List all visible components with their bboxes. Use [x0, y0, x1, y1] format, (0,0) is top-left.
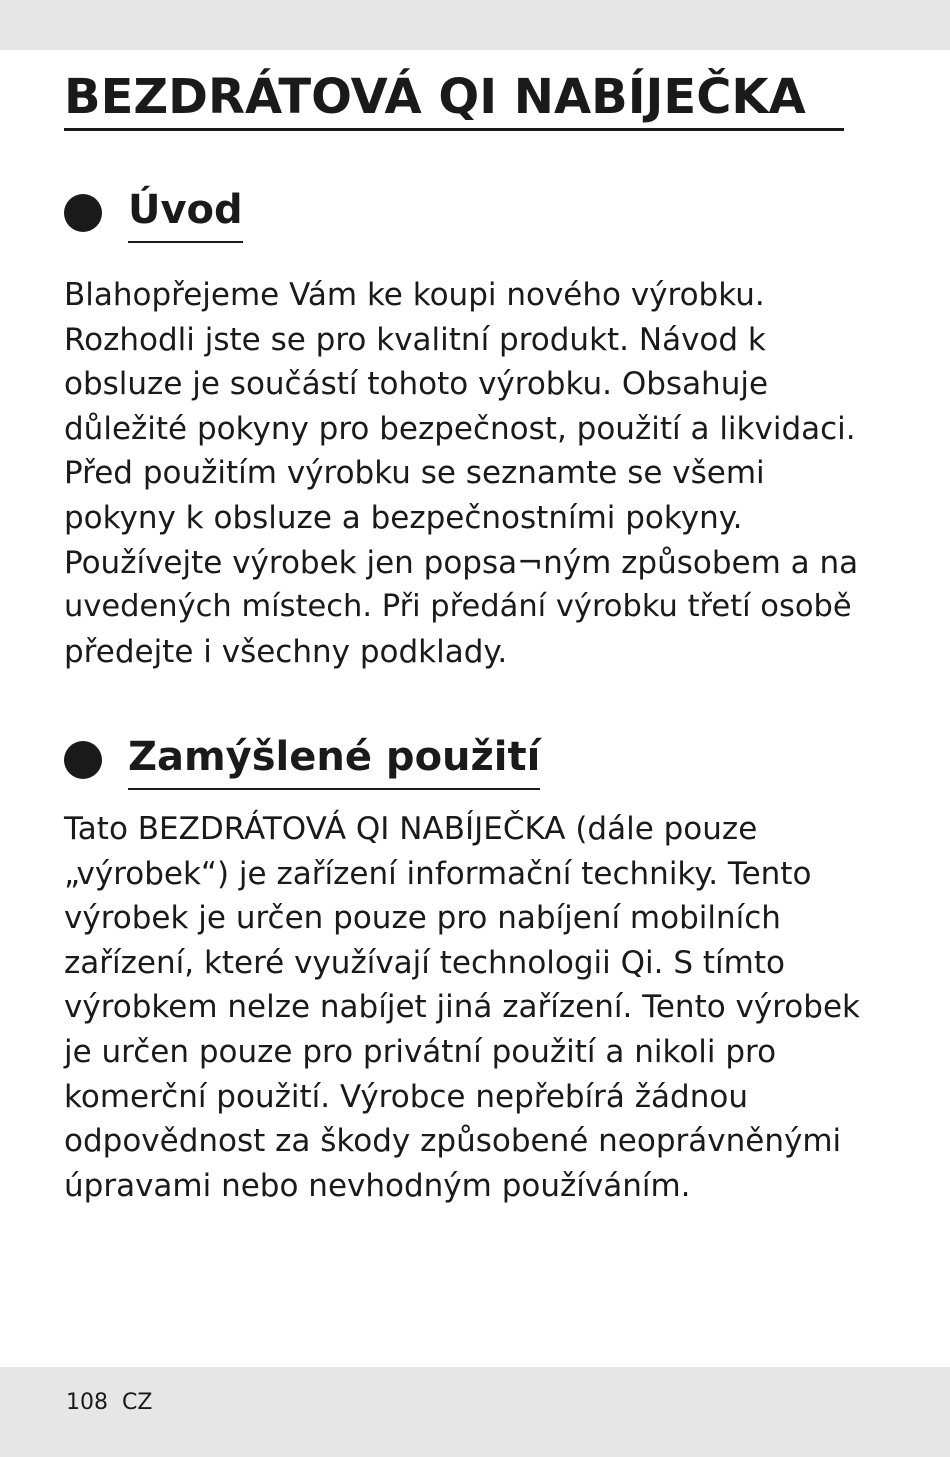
section-paragraph-zamyslene-pouziti	[64, 807, 864, 1208]
paragraph-line: výrobek je určen pouze pro nabíjení mobilních	[64, 900, 781, 937]
paragraph-line: je určen pouze pro privátní použití a nikoli pro	[64, 1033, 777, 1070]
paragraph-line: úpravami nebo nevhodným používáním.	[64, 1167, 691, 1204]
paragraph-line: Rozhodli jste se pro kvalitní produkt. Návod k	[64, 321, 766, 358]
page-number: 108	[66, 1390, 108, 1415]
paragraph-line: „výrobek“) je zařízení informační techniky. Tento	[64, 855, 812, 892]
paragraph-line: obsluze je součástí tohoto výrobku. Obsahuje	[64, 366, 769, 403]
section-heading-uvod	[64, 183, 243, 243]
section-paragraph-uvod	[64, 273, 864, 674]
page-footer	[66, 1388, 152, 1418]
page-title: BEZDRÁTOVÁ QI NABÍJEČKA	[64, 69, 806, 125]
paragraph-line: zařízení, které využívají technologii Qi. S tímto	[64, 944, 785, 981]
paragraph-line: Tato BEZDRÁTOVÁ QI NABÍJEČKA (dále pouze	[64, 811, 758, 847]
paragraph-line: Používejte výrobek jen popsa¬ným způsobem a na	[64, 544, 859, 581]
section-heading-zamyslene-pouziti	[64, 730, 540, 790]
paragraph-line: Blahopřejeme Vám ke koupi nového výrobku.	[64, 277, 765, 313]
paragraph-line: výrobkem nelze nabíjet jiná zařízení. Tento výrobek	[64, 989, 860, 1026]
bullet-icon	[64, 741, 102, 779]
bullet-icon	[64, 194, 102, 232]
section-heading-text: Zamýšlené použití	[128, 730, 540, 790]
paragraph-line: Před použitím výrobku se seznamte se všemi	[64, 455, 765, 492]
paragraph-line: důležité pokyny pro bezpečnost, použití a likvidaci.	[64, 410, 856, 447]
paragraph-line: pokyny k obsluze a bezpečnostními pokyny.	[64, 499, 743, 536]
paragraph-line: odpovědnost za škody způsobené neoprávněnými	[64, 1123, 842, 1160]
title-rule	[64, 128, 844, 131]
paragraph-line: předejte i všechny podklady.	[64, 633, 508, 670]
language-code: CZ	[122, 1390, 153, 1415]
paragraph-line: komerční použití. Výrobce nepřebírá žádnou	[64, 1078, 748, 1115]
top-band	[0, 0, 950, 50]
section-heading-text: Úvod	[128, 183, 243, 243]
paragraph-line: uvedených místech. Při předání výrobku třetí osobě	[64, 589, 852, 625]
